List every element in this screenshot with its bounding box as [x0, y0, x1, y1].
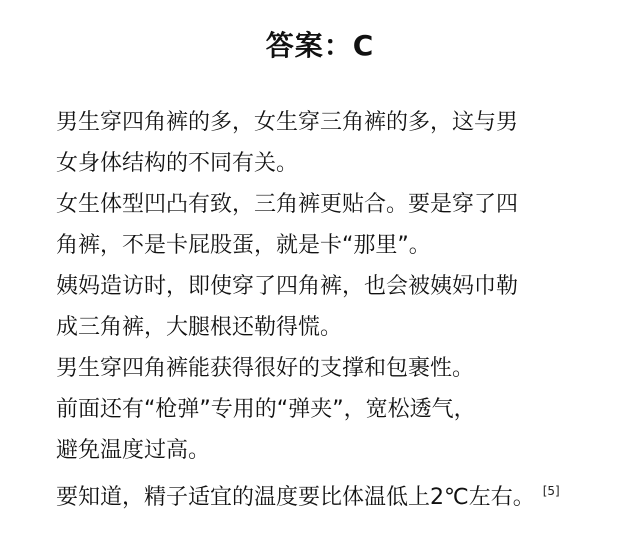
text-line: 前面还有“枪弹”专用的“弹夹”，宽松透气， [56, 397, 476, 422]
text-line: 成三角裤，大腿根还勒得慌。 [56, 315, 343, 340]
text-line-content: 要知道，精子适宜的温度要比体温低上2℃左右。 [56, 485, 535, 510]
text-line: 男生穿四角裤的多，女生穿三角裤的多，这与男 [56, 110, 519, 135]
answer-title: 答案：C [265, 29, 375, 62]
text-line: 姨妈造访时，即使穿了四角裤，也会被姨妈巾勒 [56, 274, 519, 299]
reference-marker[interactable]: [5] [542, 484, 560, 498]
text-line-last [56, 471, 626, 518]
text-line: 角裤，不是卡屁股蛋，就是卡“那里”。 [56, 233, 431, 258]
text-line: 避免温度过高。 [56, 438, 211, 463]
text-line: 女生体型凹凸有致，三角裤更贴合。要是穿了四 [56, 192, 519, 217]
text-line: 女身体结构的不同有关。 [56, 151, 299, 176]
text-line: 男生穿四角裤能获得很好的支撑和包裹性。 [56, 356, 475, 381]
explanation-text [56, 102, 626, 518]
